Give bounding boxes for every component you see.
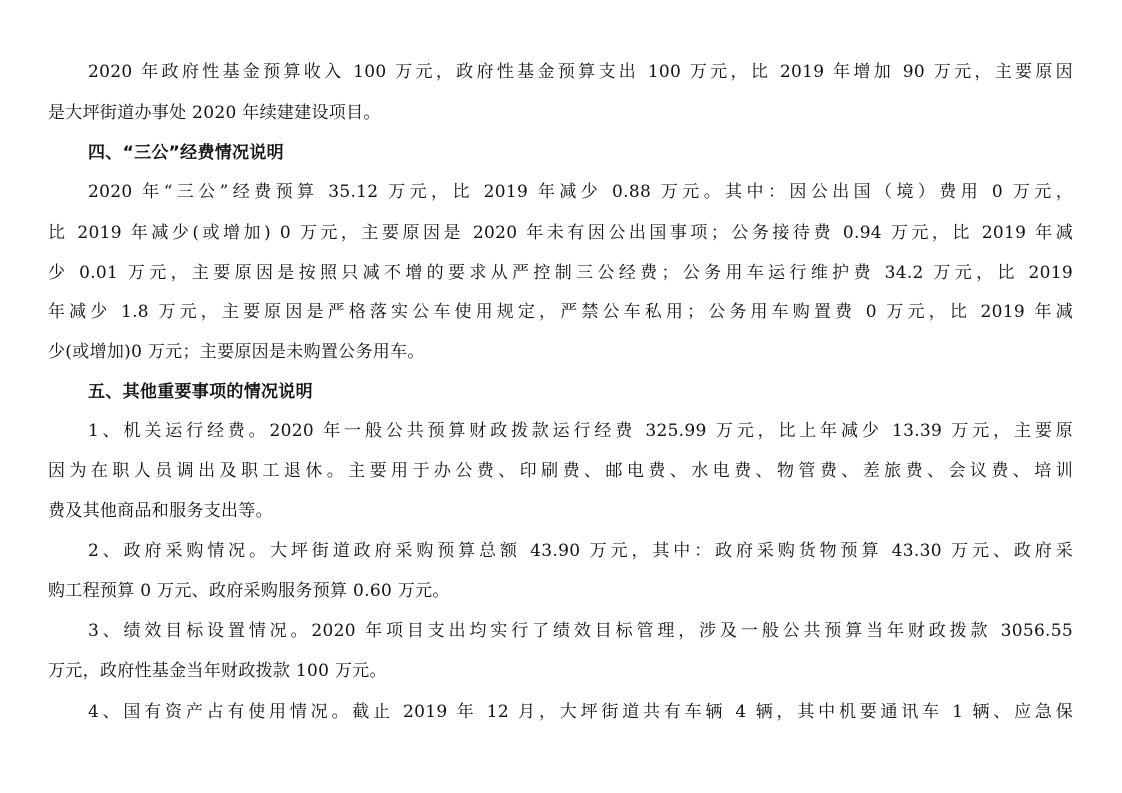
paragraph-line: 是大坪街道办事处 2020 年续建建设项目。 (48, 103, 381, 123)
paragraph-line: 2020 年“三公”经费预算 35.12 万元，比 2019 年减少 0.88 万元。其中：因公出国（境）费用 0 万元， (88, 182, 1073, 202)
section-heading: 五、其他重要事项的情况说明 (88, 382, 313, 402)
paragraph-line: 2020 年政府性基金预算收入 100 万元，政府性基金预算支出 100 万元，比 2019 年增加 90 万元，主要原因 (88, 62, 1073, 82)
paragraph-line: 年减少 1.8 万元，主要原因是严格落实公车使用规定，严禁公车私用；公务用车购置费 0 万元，比 2019 年减 (48, 302, 1073, 322)
paragraph-line: 费及其他商品和服务支出等。 (48, 501, 273, 521)
paragraph-line: 因为在职人员调出及职工退休。主要用于办公费、印刷费、邮电费、水电费、物管费、差旅费、会议费、培训 (48, 461, 1073, 481)
paragraph-line: 比 2019 年减少(或增加) 0 万元，主要原因是 2020 年未有因公出国事项；公务接待费 0.94 万元，比 2019 年减 (48, 223, 1073, 243)
paragraph-line: 1、机关运行经费。2020 年一般公共预算财政拨款运行经费 325.99 万元，比上年减少 13.39 万元，主要原 (88, 421, 1073, 441)
section-heading: 四、“三公”经费情况说明 (88, 143, 284, 163)
paragraph-line: 少 0.01 万元，主要原因是按照只减不增的要求从严控制三公经费；公务用车运行维护费 34.2 万元，比 2019 (48, 263, 1073, 283)
paragraph-line: 万元，政府性基金当年财政拨款 100 万元。 (48, 661, 387, 681)
paragraph-line: 3、绩效目标设置情况。2020 年项目支出均实行了绩效目标管理，涉及一般公共预算当年财政拨款 3056.55 (88, 621, 1073, 641)
paragraph-line: 2、政府采购情况。大坪街道政府采购预算总额 43.90 万元，其中：政府采购货物预算 43.30 万元、政府采 (88, 541, 1073, 561)
paragraph-line: 4、国有资产占有使用情况。截止 2019 年 12 月，大坪街道共有车辆 4 辆，其中机要通讯车 1 辆、应急保 (88, 702, 1073, 722)
paragraph-line: 购工程预算 0 万元、政府采购服务预算 0.60 万元。 (48, 581, 450, 601)
paragraph-line: 少(或增加)0 万元；主要原因是未购置公务用车。 (48, 342, 425, 362)
